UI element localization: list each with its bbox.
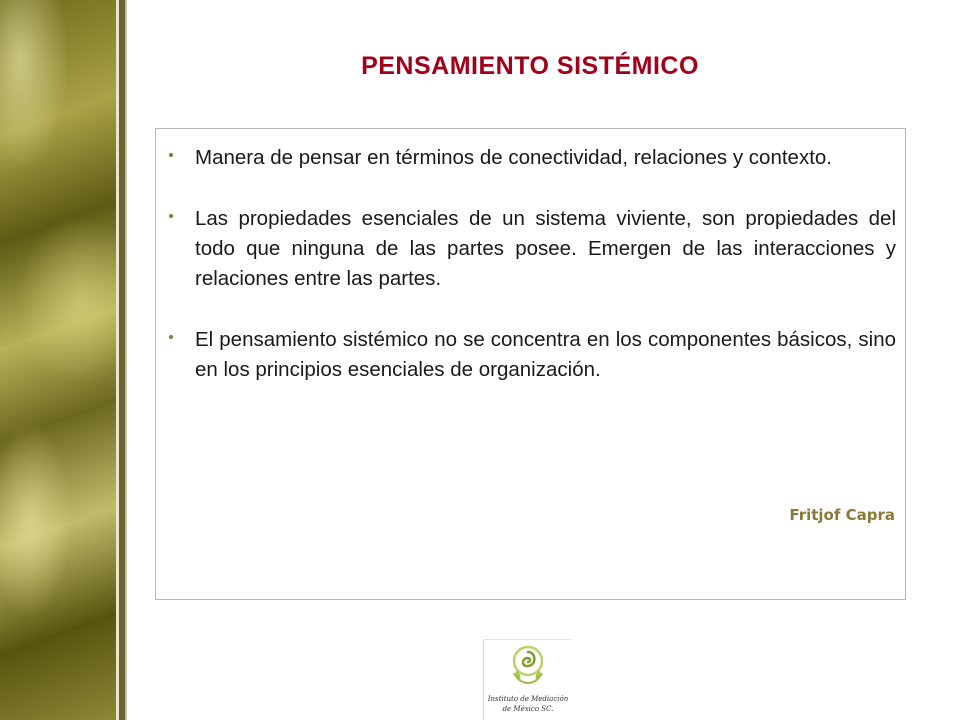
bullet-item (168, 325, 896, 385)
bullet-text: El pensamiento sistémico no se concentra en los componentes básicos, sino en los principios esenciales de organización. (195, 328, 896, 381)
content-box (155, 128, 906, 600)
logo-text-line1: Instituto de Mediación (487, 695, 569, 703)
slide-title: PENSAMIENTO SISTÉMICO (361, 52, 699, 80)
bullet-text: Manera de pensar en términos de conectividad, relaciones y contexto. (195, 146, 833, 169)
institute-logo (483, 639, 571, 720)
bullet-text: Las propiedades esenciales de un sistema viviente, son propiedades del todo que ninguna de las partes posee. Emergen de las interacciones y relaciones entre las partes. (195, 207, 896, 290)
quote-author: Fritjof Capra (789, 506, 895, 524)
decorative-side-band (0, 0, 116, 720)
bullet-dot-icon (169, 153, 173, 157)
logo-text-line2: de México SC. (502, 705, 554, 713)
spiral-leaf-logo-icon (506, 643, 550, 689)
bullet-dot-icon (169, 214, 173, 218)
bullet-item (168, 143, 896, 173)
bullet-item (168, 204, 896, 294)
side-divider-thin (125, 0, 127, 720)
bullet-list (168, 143, 896, 416)
bullet-dot-icon (169, 335, 173, 339)
